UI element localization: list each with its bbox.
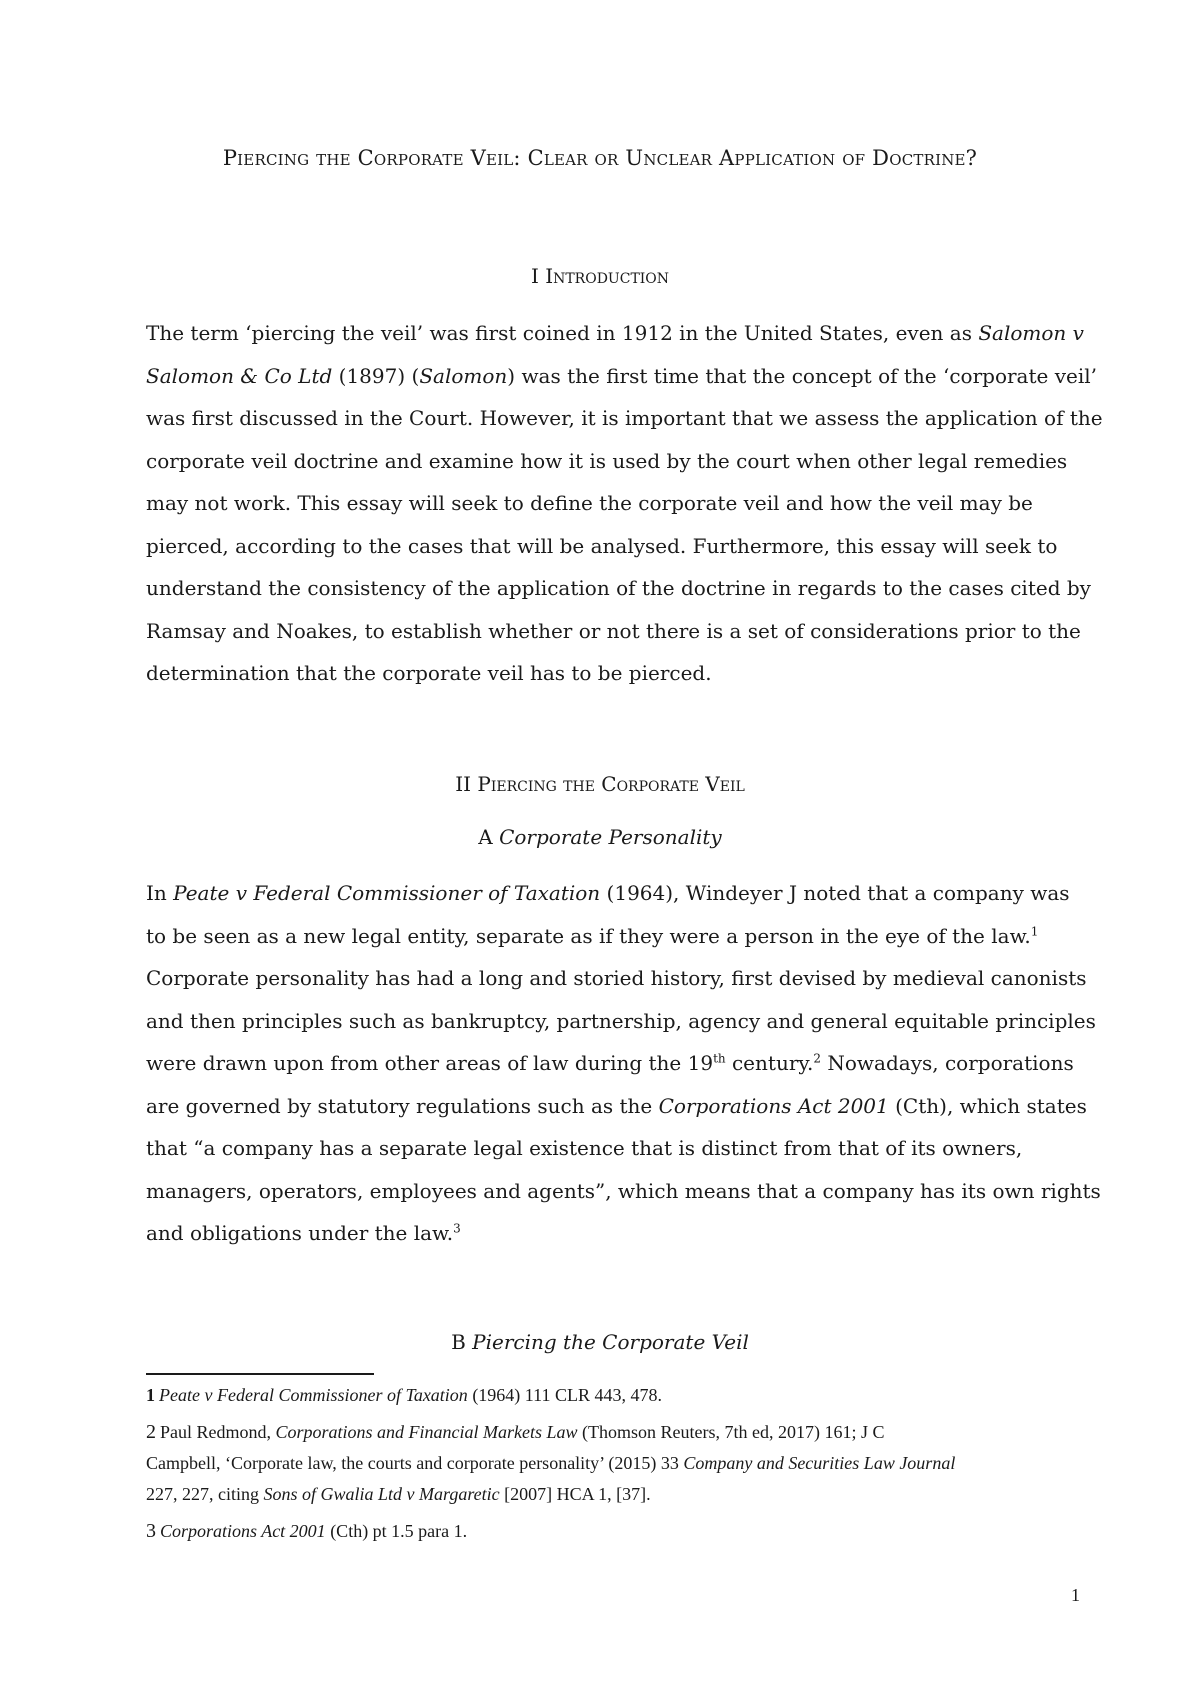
footnote-line: 227, 227, citing Sons of Gwalia Ltd v Margaretic [2007] HCA 1, [37]. bbox=[146, 1484, 651, 1504]
italic-text: Salomon v bbox=[978, 321, 1084, 345]
footnote-line: Campbell, ‘Corporate law, the courts and corporate personality’ (2015) 33 Company and Securities Law Journal bbox=[146, 1453, 956, 1473]
footnote-line: 2 Paul Redmond, Corporations and Financial Markets Law (Thomson Reuters, 7th ed, 2017) 161; J C bbox=[146, 1421, 885, 1443]
text-line: managers, operators, employees and agents”, which means that a company has its own rights bbox=[146, 1178, 1101, 1203]
superscript: 3 bbox=[453, 1221, 461, 1236]
text-line: understand the consistency of the application of the doctrine in regards to the cases cited by bbox=[146, 576, 1091, 600]
italic-text: Corporations Act 2001 bbox=[160, 1521, 326, 1541]
italic-text: Corporations and Financial Markets Law bbox=[275, 1422, 578, 1442]
text-line: corporate veil doctrine and examine how it is used by the court when other legal remedies bbox=[146, 448, 1068, 473]
corporate-personality-paragraph bbox=[146, 872, 1101, 1255]
text-line: may not work. This essay will seek to define the corporate veil and how the veil may be bbox=[146, 491, 1033, 515]
footnotes bbox=[146, 1380, 1076, 1553]
superscript: 2 bbox=[813, 1051, 822, 1066]
italic-text: Sons of Gwalia Ltd v Margaretic bbox=[263, 1484, 500, 1504]
footnote-number: 3 bbox=[146, 1520, 156, 1542]
text-line: pierced, according to the cases that will be analysed. Furthermore, this essay will seek to bbox=[146, 533, 1058, 558]
footnote-line: 3 Corporations Act 2001 (Cth) pt 1.5 para 1. bbox=[146, 1520, 468, 1542]
subheading-letter: A bbox=[478, 825, 500, 849]
text-line: Salomon & Co Ltd (1897) (Salomon) was the first time that the concept of the ‘corporate veil’ bbox=[146, 363, 1097, 388]
footnote-number: 2 bbox=[146, 1421, 156, 1443]
text-line: Ramsay and Noakes, to establish whether or not there is a set of considerations prior to the bbox=[146, 618, 1081, 643]
italic-text: Peate v Federal Commissioner of Taxation bbox=[159, 1385, 468, 1405]
footnote-line: 1 Peate v Federal Commissioner of Taxation (1964) 111 CLR 443, 478. bbox=[146, 1385, 662, 1405]
italic-text: Salomon bbox=[419, 363, 508, 388]
footnote-1 bbox=[146, 1380, 1076, 1411]
italic-text: Corporations Act 2001 bbox=[658, 1093, 889, 1118]
text-line: was first discussed in the Court. However, it is important that we assess the application of the bbox=[146, 406, 1103, 430]
section-heading-piercing: II Piercing the Corporate Veil bbox=[455, 772, 745, 796]
footnote-3 bbox=[146, 1516, 1076, 1547]
italic-text: Company and Securities Law Journal bbox=[683, 1453, 956, 1473]
subheading-piercing-veil bbox=[0, 1330, 1200, 1354]
text-line: to be seen as a new legal entity, separate as if they were a person in the eye of the law.$^1$ bbox=[146, 923, 1039, 948]
text-line: In Peate v Federal Commissioner of Taxation (1964), Windeyer J noted that a company was bbox=[146, 881, 1070, 905]
footnote-2 bbox=[146, 1417, 1076, 1510]
text-line: and then principles such as bankruptcy, partnership, agency and general equitable principles bbox=[146, 1008, 1096, 1033]
document-title: Piercing the Corporate Veil: Clear or Unclear Application of Doctrine? bbox=[222, 146, 978, 170]
italic-text: Salomon & Co Ltd bbox=[146, 363, 333, 388]
subheading-text: Piercing the Corporate Veil bbox=[472, 1330, 749, 1354]
introduction-paragraph bbox=[146, 312, 1103, 695]
subheading-letter: B bbox=[451, 1330, 473, 1354]
subheading-corporate-personality bbox=[0, 825, 1200, 849]
text-line: determination that the corporate veil has to be pierced. bbox=[146, 661, 712, 685]
text-line: Corporate personality has had a long and storied history, first devised by medieval canonists bbox=[146, 966, 1087, 990]
subheading-text: Corporate Personality bbox=[499, 825, 722, 849]
footnote-separator bbox=[146, 1373, 374, 1375]
page-number: 1 bbox=[1071, 1585, 1080, 1605]
superscript: 1 bbox=[1030, 923, 1039, 938]
text-line: The term ‘piercing the veil’ was first coined in 1912 in the United States, even as Salomon v bbox=[146, 321, 1084, 345]
footnote-number: 1 bbox=[146, 1385, 155, 1405]
text-line: and obligations under the law.$^3$ bbox=[146, 1221, 461, 1245]
section-heading-introduction: I Introduction bbox=[530, 264, 670, 288]
text-line: are governed by statutory regulations such as the Corporations Act 2001 (Cth), which states bbox=[146, 1093, 1087, 1118]
text-line: were drawn upon from other areas of law during the 19th century.$^2$ Nowadays, corporations bbox=[146, 1051, 1074, 1075]
text-line: that “a company has a separate legal existence that is distinct from that of its owners, bbox=[146, 1136, 1023, 1160]
superscript: th bbox=[713, 1051, 726, 1066]
italic-text: Peate v Federal Commissioner of Taxation bbox=[173, 881, 601, 905]
